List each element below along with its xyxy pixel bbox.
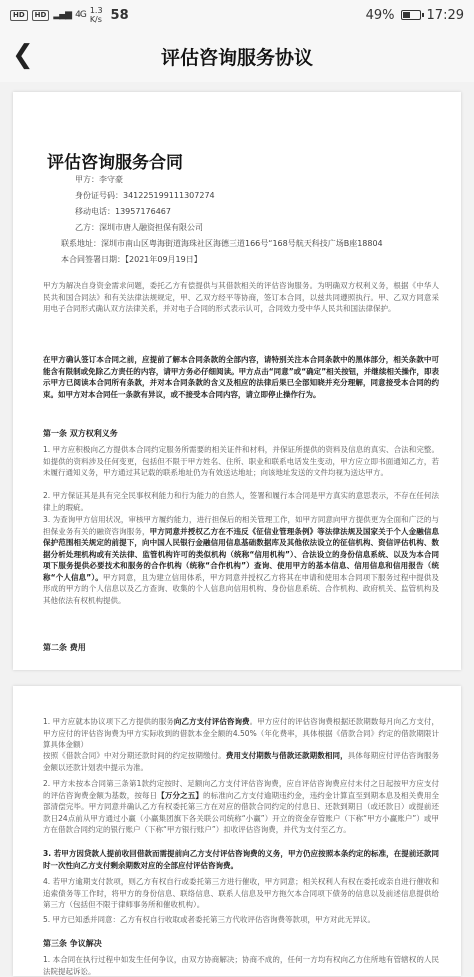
party-a: 甲方：李守豪 [75,175,123,184]
article-1-heading: 第一条 双方权利义务 [43,429,118,438]
battery-percent: 49% [365,7,395,23]
fee-clause-1: 1. 甲方应就本协议项下乙方提供的服务向乙方支付评估咨询费。甲方应付的评估咨询费根据还款期数每月向乙方支付，甲方应付的评估咨询费为甲方实际收到的借款本金全额的4.50%（年化费率，具体根据《借款合同》约定的借款期限计算具体金额） [43,717,439,749]
sign-date: 本合同签署日期：【2021年09月19日】 [61,255,202,264]
navigation-bar [0,30,474,82]
notification-count: 58 [110,7,129,23]
phone: 移动电话：13957176467 [75,207,171,216]
id-number: 身份证号码：341225199111307274 [75,191,215,200]
fee-clause-1b: 按照《借款合同》中对分期还款时间的约定按期缴付。费用支付期数与借款还款期数相同，具体每期应付评估咨询服务金额以还款计划表中提示为准。 [43,751,440,772]
page-title: 评估咨询服务协议 [160,47,313,69]
clause-1-1: 1. 甲方应积极向乙方提供本合同约定服务所需要的相关证件和材料，并保证所提供的资料及信息的真实、合法和完整。如提供的资料涉及任何变更，包括但不限于甲方姓名、住所、职业和联系电话发生变动，甲方应立即书面通知乙方，若未履行通知义务，甲方通过其记载的联系地址仍为有效送达地址；向该地址发送的文件均视为送达甲方。 [43,445,439,477]
status-bar [0,0,474,30]
document-page-1[interactable] [13,92,461,670]
fee-clause-3: 3. 若甲方因贷款人提前收回借款而需提前向乙方支付评估咨询费的义务，甲方仍应按照本条约定的标准，在提前还款同时一次性向乙方支付剩余期数对应的全部应付评估咨询费。 [43,849,439,870]
document-page-2[interactable] [13,686,461,976]
net-type: 4G [75,10,86,20]
article-2-heading: 第二条 费用 [43,643,86,652]
intro-paragraph: 甲方为解决自身资金需求问题，委托乙方有偿提供与其借款相关的评估咨询服务。为明确双方权利义务，根据《中华人民共和国合同法》和有关法律法规规定，甲、乙双方经平等协商，签订本合同，以兹共同遵照执行。甲、乙双方同意采用电子合同形式确认双方法律关系，并对电子合同的形式表示认可，合同效力受中华人民共和国法律保护。 [43,281,439,313]
notice-paragraph: 在甲方确认签订本合同之前，应提前了解本合同条款的全部内容，请特别关注本合同条款中的黑体部分，相关条款中可能含有限制或免除乙方责任的内容，请甲方务必仔细阅读。甲方点击“同意”或“确定”相关按钮，并继续相关操作，即表示甲方已阅读本合同所有条款，并对本合同条款的含义及相应的法律后果已全部知晓并充分理解，同意接受本合同的约束。如甲方对本合同任一条款有异议，或不接受本合同内容，请立即停止操作行为。 [43,355,439,399]
party-b: 乙方：深圳市唐人融资担保有限公司 [75,223,203,232]
fee-clause-2: 2. 甲方未按本合同第三条第1款约定按时、足额向乙方支付评估咨询费，应自评估咨询费应付未付之日起按甲方应支付的评估咨询费金额为基数，按每日【万分之五】的标准向乙方支付逾期违约金，违约金计算直至到期本息及相关费用全部清偿完毕。甲方同意并确认乙方有权委托第三方在对应的借款合同约定的付息日、还款到期日（或还款日）或提前还款日24点前从甲方通过小赢（小赢集团旗下各关联公司统称“小赢”）开立的资金存管账户（下称“甲方小赢账户”）或甲方在借款合同约定的银行账户（下称“甲方银行账户”）扣收评估咨询费，并代为支付至乙方。 [43,779,440,834]
contract-title: 评估咨询服务合同 [47,153,183,173]
network-speed: 1.3 K/s [89,6,103,24]
signal-icon: ▂▄▆ [53,10,72,20]
clause-1-3: 3. 为查询甲方信用状况，审核甲方履约能力，进行担保后的相关管理工作，如甲方同意向甲方提供更为全面和广泛的与担保业务有关的融资咨询服务，甲方同意并授权乙方在不违反《征信业管理条例》等法律法规及国家关于个人金融信息保护范围相关规定的前提下，向中国人民银行金融信用信息基础数据库及其他依法设立的征信机构、资信评估机构、数据分析处理机构或有关法律、监管机构许可的类似机构（统称“信用机构”）、合法设立的身份信息系统、以及为本合同项下服务提供必要技术和服务的合作机构（统称“合作机构”）查询、使用甲方的基本信息、信用信息和信用报告（统称“个人信息”）。甲方同意，且为建立信用体系，甲方同意并授权乙方将其在申请和使用本合同项下服务过程中提供及形成的甲方的个人信息以及乙方查询、收集的个人信息向信用机构、身份信息系统、合作机构、政府机关、监管机构及其他依法有权机构提供。 [43,515,440,605]
hd-badge-2: HD [32,10,50,21]
clause-1-2: 2. 甲方保证其是具有完全民事权利能力和行为能力的自然人，签署和履行本合同是甲方真实的意思表示，不存在任何法律上的瑕疵。 [43,491,439,512]
battery-icon [401,10,421,20]
clock: 17:29 [426,7,464,23]
hd-badge: HD [10,10,28,21]
fee-clause-5: 5. 甲方已知悉并同意：乙方有权自行收取或者委托第三方代收评估咨询费等款项，甲方对此无异议。 [43,915,376,924]
dispute-clause-1: 1. 本合同在执行过程中如发生任何争议，由双方协商解决；协商不成的，任何一方均有权向乙方住所地有管辖权的人民法院提起诉讼。 [43,955,439,976]
chevron-left-icon: ❮ [12,40,34,70]
address: 联系地址：深圳市南山区粤海街道海珠社区海德三道166号“168号航天科技广场B座18804 [61,239,383,248]
fee-clause-4: 4. 若甲方逾期支付款项，则乙方有权自行或委托第三方进行催收，甲方同意；相关权利人有权在委托或亲自进行催收和追索债务等工作时，将甲方的身份信息、联络信息、联系人信息及甲方拖欠本合同项下债务的信息以及前述信息提供给第三方（包括但不限于律师事务所和催收机构）。 [43,877,439,909]
battery-fill [403,12,411,18]
article-3-heading: 第三条 争议解决 [43,939,102,948]
